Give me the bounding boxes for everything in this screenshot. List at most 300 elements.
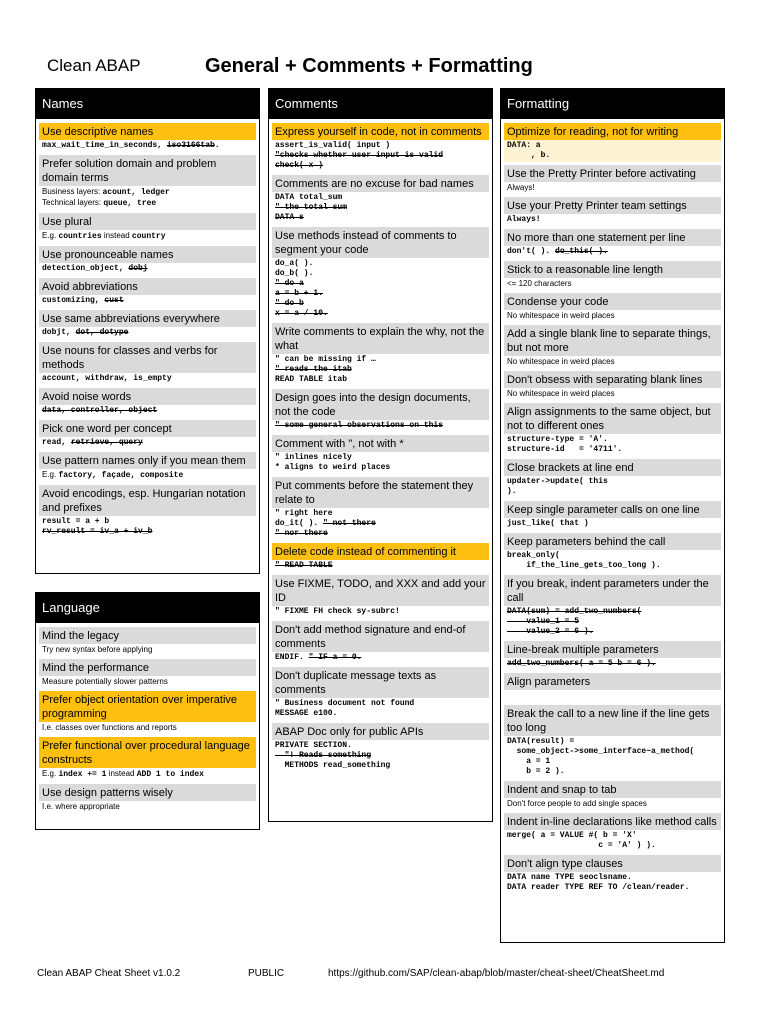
example-line — [507, 691, 718, 701]
example-text: account, withdraw, is_empty — [42, 374, 172, 383]
example-text: do_it( ). — [275, 519, 324, 528]
list-item — [39, 310, 256, 339]
example-line — [507, 873, 718, 883]
item-label: Use methods instead of comments to segment your code — [272, 227, 489, 258]
example-line — [507, 357, 718, 367]
list-item — [272, 667, 489, 720]
list-item — [504, 673, 721, 702]
footer-classification: PUBLIC — [248, 968, 285, 979]
item-example — [39, 437, 256, 449]
strikethrough-text: a = b + 1. — [275, 289, 324, 298]
item-label: Don't obsess with separating blank lines — [504, 371, 721, 388]
item-example — [504, 798, 721, 810]
item-label: Use the Pretty Printer before activating — [504, 165, 721, 182]
item-label: Indent and snap to tab — [504, 781, 721, 798]
example-text: DATA(result) = — [507, 737, 575, 746]
list-item — [504, 855, 721, 894]
example-line — [42, 645, 253, 655]
example-line — [42, 769, 253, 780]
item-label: Use pronounceable names — [39, 246, 256, 263]
example-text: if_the_line_gets_too_long ). — [507, 561, 661, 570]
item-label: Mind the legacy — [39, 627, 256, 644]
item-label: Don't duplicate message texts as comments — [272, 667, 489, 698]
strikethrough-text: data, controller, object — [42, 406, 158, 415]
example-line — [275, 309, 486, 319]
item-example — [504, 550, 721, 572]
item-example — [39, 801, 256, 813]
example-line — [275, 213, 486, 223]
strikethrough-text: value_1 = 5 — [507, 617, 580, 626]
list-item — [39, 420, 256, 449]
example-line — [42, 296, 253, 306]
item-label: Use same abbreviations everywhere — [39, 310, 256, 327]
list-item — [39, 388, 256, 417]
example-line — [42, 187, 253, 198]
strikethrough-text: cust — [104, 296, 124, 305]
example-text: updater->update( this — [507, 477, 608, 486]
list-item — [272, 175, 489, 224]
example-line — [507, 659, 718, 669]
item-example — [504, 690, 721, 702]
item-label: Write comments to explain the why, not the what — [272, 323, 489, 354]
formatting-panel — [500, 88, 725, 943]
list-item — [272, 323, 489, 386]
item-label: Avoid noise words — [39, 388, 256, 405]
list-item — [39, 155, 256, 210]
strikethrough-text: do_this( ). — [555, 247, 608, 256]
strikethrough-text: " some general observations on this — [275, 421, 444, 430]
example-line — [42, 723, 253, 733]
list-item — [39, 737, 256, 781]
example-text: " Business document not found — [275, 699, 415, 708]
example-text: MESSAGE e100. — [275, 709, 338, 718]
example-text: DATA total_sum — [275, 193, 343, 202]
item-example — [504, 658, 721, 670]
example-line — [507, 519, 718, 529]
example-text: structure-id = '4711'. — [507, 445, 623, 454]
example-text: DATA reader TYPE REF TO /clean/reader. — [507, 883, 690, 892]
list-item — [39, 123, 256, 152]
strikethrough-text: DATA s — [275, 213, 304, 222]
strikethrough-text: " not there — [323, 519, 376, 528]
example-text — [507, 691, 509, 700]
formatting-heading: Formatting — [501, 89, 724, 119]
names-panel — [35, 88, 260, 574]
example-text: Always! — [507, 183, 535, 192]
list-item — [504, 813, 721, 852]
list-item — [272, 543, 489, 572]
item-example — [504, 518, 721, 530]
strikethrough-text: x = a / 10. — [275, 309, 328, 318]
item-label: Comments are no excuse for bad names — [272, 175, 489, 192]
item-label: Use your Pretty Printer team settings — [504, 197, 721, 214]
item-example — [504, 182, 721, 194]
list-item — [39, 452, 256, 482]
list-item — [39, 691, 256, 734]
item-label: Indent in-line declarations like method calls — [504, 813, 721, 830]
list-item — [504, 165, 721, 194]
example-line — [42, 406, 253, 416]
list-item — [504, 229, 721, 258]
item-label: Don't add method signature and end-of comments — [272, 621, 489, 652]
strikethrough-text: "! Reads something — [275, 751, 372, 760]
example-line — [275, 193, 486, 203]
example-line — [507, 279, 718, 289]
names-heading: Names — [36, 89, 259, 119]
example-line — [507, 767, 718, 777]
item-label: Use plural — [39, 213, 256, 230]
example-text: No whitespace in weird places — [507, 389, 615, 398]
strikethrough-text: value_2 = 6 ). — [507, 627, 594, 636]
example-line — [507, 183, 718, 193]
item-example — [272, 698, 489, 720]
example-line — [275, 299, 486, 309]
item-example — [272, 452, 489, 474]
item-label: Design goes into the design documents, not the code — [272, 389, 489, 420]
example-line — [507, 311, 718, 321]
list-item — [39, 278, 256, 307]
item-label: Avoid abbreviations — [39, 278, 256, 295]
item-label: Put comments before the statement they relate to — [272, 477, 489, 508]
list-item — [272, 227, 489, 320]
item-label: Stick to a reasonable line length — [504, 261, 721, 278]
example-line — [275, 279, 486, 289]
example-text: structure-type = 'A'. — [507, 435, 608, 444]
item-example — [504, 278, 721, 290]
example-text: a = 1 — [507, 757, 551, 766]
list-item — [272, 389, 489, 432]
strikethrough-text: dot, dotype — [75, 328, 129, 337]
example-line — [275, 269, 486, 279]
example-line — [507, 841, 718, 851]
example-text: E.g. — [42, 470, 59, 479]
list-item — [272, 575, 489, 618]
list-item — [504, 641, 721, 670]
example-text: some_object->some_interface~a_method( — [507, 747, 695, 756]
example-text: c = 'A' ) ). — [507, 841, 656, 850]
example-text: ENDIF. — [275, 653, 309, 662]
example-line — [42, 374, 253, 384]
example-text: I.e. where appropriate — [42, 802, 120, 811]
example-line — [507, 389, 718, 399]
example-line — [42, 802, 253, 812]
example-text: index += 1 — [58, 770, 107, 779]
item-label: Use pattern names only if you mean them — [39, 452, 256, 469]
list-item — [504, 261, 721, 290]
example-line — [275, 421, 486, 431]
example-line — [507, 617, 718, 627]
example-line — [507, 627, 718, 637]
strikethrough-text: " READ TABLE — [275, 561, 333, 570]
item-example — [272, 560, 489, 572]
names-list — [36, 119, 259, 544]
item-example — [504, 606, 721, 638]
example-line — [42, 141, 253, 151]
item-example — [504, 310, 721, 322]
example-text: " right here — [275, 509, 333, 518]
list-item — [39, 485, 256, 538]
list-item — [504, 705, 721, 778]
example-text: Try new syntax before applying — [42, 645, 153, 654]
item-example — [39, 230, 256, 243]
language-list — [36, 623, 259, 819]
item-label: Align assignments to the same object, but not to different ones — [504, 403, 721, 434]
list-item — [272, 621, 489, 664]
item-example — [272, 740, 489, 772]
item-label: Close brackets at line end — [504, 459, 721, 476]
comments-list — [269, 119, 492, 778]
example-text: I.e. classes over functions and reports — [42, 723, 177, 732]
list-item — [272, 723, 489, 772]
item-label: Delete code instead of commenting it — [272, 543, 489, 560]
example-line — [42, 517, 253, 527]
list-item — [504, 781, 721, 810]
item-label: Comment with ", not with * — [272, 435, 489, 452]
list-item — [504, 325, 721, 368]
example-line — [42, 264, 253, 274]
item-label: Use design patterns wisely — [39, 784, 256, 801]
list-item — [39, 213, 256, 243]
example-line — [275, 289, 486, 299]
example-text: assert_is_valid( input ) — [275, 141, 391, 150]
example-text: countries — [58, 232, 102, 241]
item-label: Mind the performance — [39, 659, 256, 676]
example-text: merge( a = VALUE #( b = 'X' — [507, 831, 637, 840]
list-item — [39, 627, 256, 656]
example-line — [275, 509, 486, 519]
example-line — [507, 215, 718, 225]
example-text: " FIXME FH check sy-subrc! — [275, 607, 400, 616]
item-label: Don't align type clauses — [504, 855, 721, 872]
item-label: Pick one word per concept — [39, 420, 256, 437]
example-text: result = a + b — [42, 517, 110, 526]
example-line — [275, 561, 486, 571]
example-line — [275, 709, 486, 719]
example-line — [275, 519, 486, 529]
item-example — [504, 214, 721, 226]
list-item — [39, 342, 256, 385]
example-text: country — [131, 232, 166, 241]
item-label: Prefer solution domain and problem domain terms — [39, 155, 256, 186]
strikethrough-text: " the total sum — [275, 203, 348, 212]
item-example — [504, 872, 721, 894]
language-heading: Language — [36, 593, 259, 623]
example-text: READ TABLE itab — [275, 375, 348, 384]
item-label: Condense your code — [504, 293, 721, 310]
example-line — [507, 561, 718, 571]
footer-url[interactable]: https://github.com/SAP/clean-abap/blob/master/cheat-sheet/CheatSheet.md — [328, 968, 665, 979]
brand: Clean ABAP — [47, 56, 141, 75]
example-line — [507, 141, 718, 151]
example-text: , b. — [507, 151, 551, 160]
item-example — [272, 420, 489, 432]
list-item — [504, 371, 721, 400]
example-line — [507, 551, 718, 561]
item-example — [272, 140, 489, 172]
item-example — [39, 186, 256, 210]
example-text: Technical layers: — [42, 198, 104, 207]
item-label: Keep parameters behind the call — [504, 533, 721, 550]
example-text: do_a( ). — [275, 259, 314, 268]
example-line — [275, 751, 486, 761]
example-text: factory, façade, composite — [58, 471, 184, 480]
strikethrough-text: " reads the itab — [275, 365, 352, 374]
item-label: Avoid encodings, esp. Hungarian notation and prefixes — [39, 485, 256, 516]
item-label: Prefer object orientation over imperative programming — [39, 691, 256, 722]
strikethrough-text: " do b — [275, 299, 304, 308]
strikethrough-text: " nor there — [275, 529, 328, 538]
example-line — [275, 259, 486, 269]
example-text: queue, tree — [103, 199, 157, 208]
example-line — [507, 247, 718, 257]
strikethrough-text: "checks whether user input is valid — [275, 151, 444, 160]
list-item — [504, 533, 721, 572]
formatting-list — [501, 119, 724, 900]
example-text: read, — [42, 438, 71, 447]
item-label: Break the call to a new line if the line gets too long — [504, 705, 721, 736]
item-label: ABAP Doc only for public APIs — [272, 723, 489, 740]
item-example — [504, 830, 721, 852]
example-text: just_like( that ) — [507, 519, 589, 528]
strikethrough-text: rv_result = iv_a + iv_b — [42, 527, 153, 536]
example-text: No whitespace in weird places — [507, 311, 615, 320]
item-label: If you break, indent parameters under the call — [504, 575, 721, 606]
list-item — [39, 246, 256, 275]
item-example — [39, 327, 256, 339]
item-label: Optimize for reading, not for writing — [504, 123, 721, 140]
example-line — [275, 141, 486, 151]
item-example — [504, 434, 721, 456]
strikethrough-text: check( x ) — [275, 161, 324, 170]
example-text: . — [214, 141, 220, 150]
comments-heading: Comments — [269, 89, 492, 119]
example-text: METHODS read_something — [275, 761, 391, 770]
example-line — [42, 328, 253, 338]
example-text: " inlines nicely — [275, 453, 352, 462]
item-example — [272, 652, 489, 664]
item-example — [504, 246, 721, 258]
example-line — [42, 470, 253, 481]
example-text: Don't force people to add single spaces — [507, 799, 647, 808]
example-line — [507, 151, 718, 161]
example-text: E.g. — [42, 231, 59, 240]
list-item — [504, 293, 721, 322]
example-text: b = 2 ). — [507, 767, 565, 776]
item-example — [272, 258, 489, 320]
item-example — [39, 644, 256, 656]
strikethrough-text: dobj — [128, 264, 148, 273]
example-text: Always! — [507, 215, 541, 224]
item-example — [39, 295, 256, 307]
example-line — [275, 607, 486, 617]
example-line — [42, 231, 253, 242]
list-item — [504, 459, 721, 498]
item-example — [39, 263, 256, 275]
example-text: * aligns to weird places — [275, 463, 391, 472]
example-text: dobjt, — [42, 328, 76, 337]
strikethrough-text: add_two_numbers( a = 5 b = 6 ). — [507, 659, 656, 668]
item-example — [504, 736, 721, 778]
item-example — [272, 192, 489, 224]
example-text: customizing, — [42, 296, 105, 305]
example-text: DATA name TYPE seoclsname. — [507, 873, 632, 882]
example-line — [275, 375, 486, 385]
example-text: PRIVATE SECTION. — [275, 741, 352, 750]
item-example — [272, 354, 489, 386]
item-example — [504, 140, 721, 162]
list-item — [39, 659, 256, 688]
item-label: Use FIXME, TODO, and XXX and add your ID — [272, 575, 489, 606]
example-text: break_only( — [507, 551, 560, 560]
footer-version: Clean ABAP Cheat Sheet v1.0.2 — [37, 968, 181, 979]
list-item — [504, 501, 721, 530]
example-text: max_wait_time_in_seconds, — [42, 141, 167, 150]
strikethrough-text: iso3166tab — [166, 141, 215, 150]
list-item — [504, 403, 721, 456]
example-text: instead — [101, 231, 132, 240]
example-text: E.g. — [42, 769, 59, 778]
example-line — [507, 445, 718, 455]
item-label: Prefer functional over procedural language constructs — [39, 737, 256, 768]
language-panel — [35, 592, 260, 830]
example-text: ADD 1 to index — [136, 770, 204, 779]
item-example — [39, 768, 256, 781]
example-line — [42, 198, 253, 209]
example-text: don't( ). — [507, 247, 556, 256]
strikethrough-text: " IF a = 0. — [308, 653, 362, 662]
item-label: Line-break multiple parameters — [504, 641, 721, 658]
example-text: detection_object, — [42, 264, 129, 273]
example-line — [275, 365, 486, 375]
example-text: do_b( ). — [275, 269, 314, 278]
item-example — [39, 140, 256, 152]
item-example — [39, 722, 256, 734]
item-label: Keep single parameter calls on one line — [504, 501, 721, 518]
item-example — [39, 469, 256, 482]
list-item — [272, 435, 489, 474]
example-line — [507, 883, 718, 893]
example-line — [275, 699, 486, 709]
example-text: <= 120 characters — [507, 279, 572, 288]
example-line — [507, 487, 718, 497]
item-label: Use descriptive names — [39, 123, 256, 140]
example-line — [275, 161, 486, 171]
comments-panel — [268, 88, 493, 822]
item-label: Express yourself in code, not in comments — [272, 123, 489, 140]
example-text: " can be missing if … — [275, 355, 376, 364]
item-label: Add a single blank line to separate things, but not more — [504, 325, 721, 356]
example-line — [275, 653, 486, 663]
example-line — [507, 607, 718, 617]
strikethrough-text: retrieve, query — [70, 438, 143, 447]
example-line — [275, 355, 486, 365]
example-line — [42, 677, 253, 687]
example-line — [275, 529, 486, 539]
example-line — [507, 831, 718, 841]
example-line — [275, 761, 486, 771]
example-line — [275, 151, 486, 161]
example-text: acount, ledger — [102, 188, 170, 197]
list-item — [39, 784, 256, 813]
strikethrough-text: DATA(sum) = add_two_numbers( — [507, 607, 642, 616]
example-text: DATA: a — [507, 141, 541, 150]
example-text: Business layers: — [42, 187, 103, 196]
page-title: General + Comments + Formatting — [205, 55, 533, 77]
example-line — [507, 757, 718, 767]
example-line — [507, 799, 718, 809]
example-line — [507, 737, 718, 747]
example-line — [275, 453, 486, 463]
